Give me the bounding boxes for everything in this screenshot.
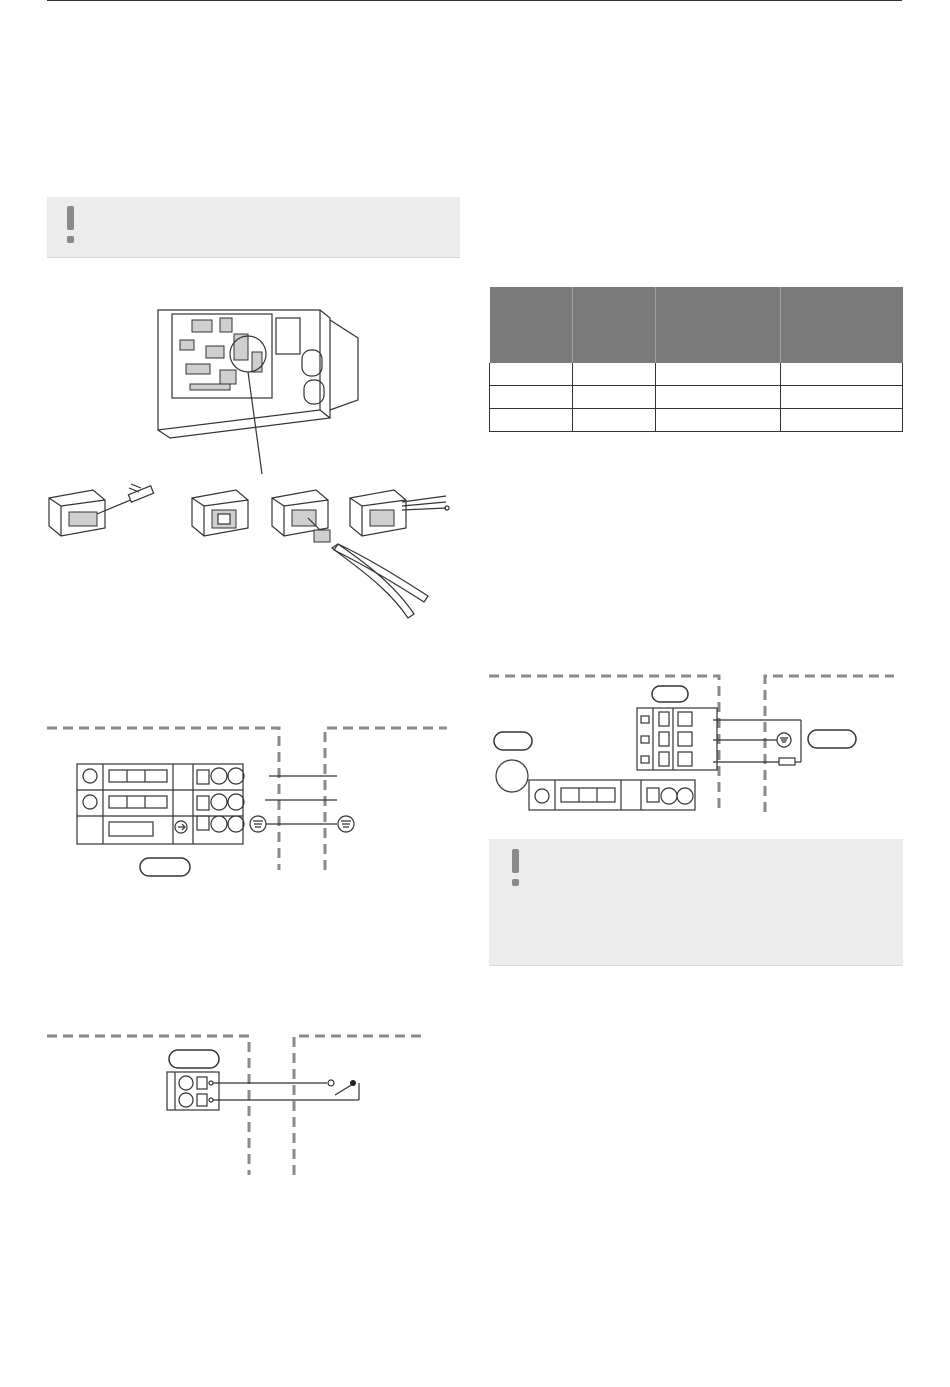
warning-note <box>489 839 903 966</box>
spec-table <box>489 287 903 432</box>
table-cell <box>572 409 655 432</box>
warning-note <box>47 197 460 258</box>
terminal-open-step <box>188 478 258 548</box>
table-cell <box>655 409 780 432</box>
table-cell <box>655 386 780 409</box>
table-row <box>490 363 903 386</box>
table-cell <box>780 386 903 409</box>
control-cabinet-illustration <box>150 300 370 480</box>
table-cell <box>490 363 573 386</box>
switch-terminal-wiring <box>47 1030 427 1180</box>
sensor-terminal-wiring <box>489 670 899 820</box>
table-header <box>572 287 655 363</box>
table-cell <box>490 386 573 409</box>
table-cell <box>572 386 655 409</box>
table-header <box>655 287 780 363</box>
terminal-wired-step <box>346 478 456 548</box>
table-cell <box>780 409 903 432</box>
terminal-release-step <box>45 478 165 548</box>
table-cell <box>655 363 780 386</box>
top-rule <box>47 0 902 1</box>
table-cell <box>490 409 573 432</box>
table-row <box>490 386 903 409</box>
table-cell <box>572 363 655 386</box>
supply-terminal-wiring <box>47 720 452 880</box>
table-header <box>490 287 573 363</box>
table-cell <box>780 363 903 386</box>
table-header <box>780 287 903 363</box>
table-row <box>490 409 903 432</box>
